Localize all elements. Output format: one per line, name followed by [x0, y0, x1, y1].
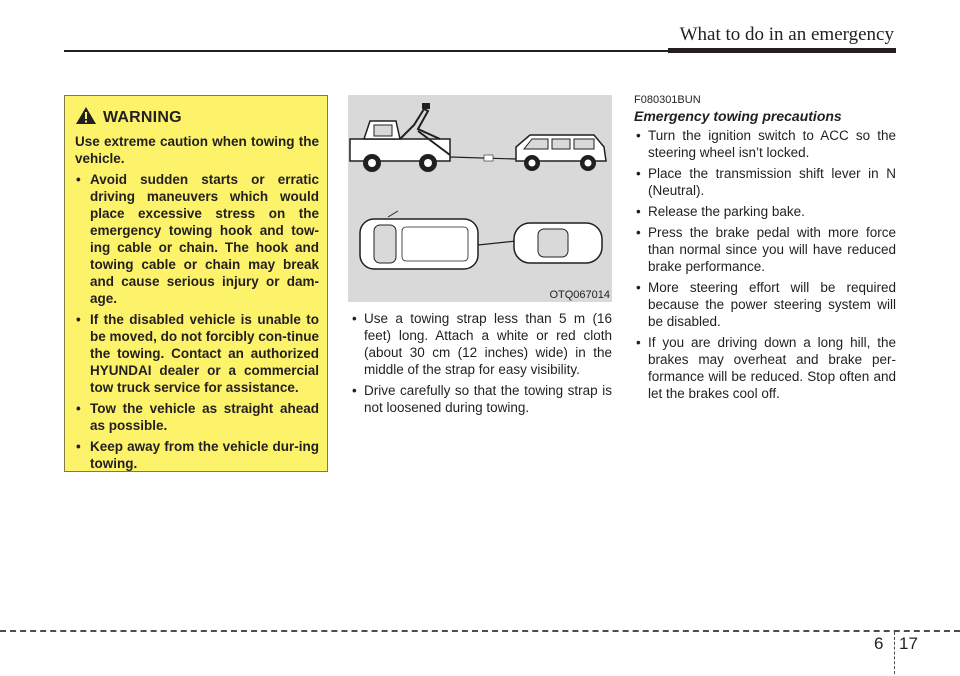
towed-van-side-view [516, 135, 606, 171]
warning-intro: Use extreme caution when towing the vehicle. [75, 134, 319, 166]
instruction-item: • Use a towing strap less than 5 m (16 feet) long. Attach a white or red cloth (about 30 cm (12 inches) wide) in the middle of the strap for easy visibility. [350, 310, 612, 378]
warning-item: • If the disabled vehicle is unable to be moved, do not forcibly con-tinue the towing. Contact an authorized HYUNDAI dealer or a commercial tow truck service for assistance. [75, 311, 319, 396]
car-top-view [514, 223, 602, 263]
header-rule-accent [668, 48, 896, 53]
towing-precautions-list [634, 127, 896, 406]
warning-box [64, 95, 328, 472]
precaution-item: • Release the parking bake. [634, 203, 896, 220]
warning-list [75, 171, 319, 472]
precaution-item: • If you are driving down a long hill, the brakes may overheat and brake per-formance will be reduced. Stop often and let the brakes cool off. [634, 334, 896, 402]
section-code: F080301BUN [634, 94, 701, 106]
precaution-item: • Place the transmission shift lever in N (Neutral). [634, 165, 896, 199]
footer-rule [0, 630, 960, 632]
precaution-item: • Turn the ignition switch to ACC so the steering wheel isn’t locked. [634, 127, 896, 161]
van-top-view [360, 211, 478, 269]
figure-code: OTQ067014 [549, 289, 610, 301]
warning-triangle-icon [75, 106, 97, 130]
tow-truck-side-view [350, 103, 450, 172]
page-number: 17 [899, 634, 918, 653]
warning-header [75, 106, 319, 130]
warning-item: • Avoid sudden starts or erratic driving maneuvers which would place excessive stress on the emergency towing hook and tow-ing cable or chain. The hook and towing cable or chain may break and cause serious injury or dam-age. [75, 171, 319, 307]
instruction-item: • Drive carefully so that the towing strap is not loosened during towing. [350, 382, 612, 416]
precaution-item: • Press the brake pedal with more force than normal since you will have reduced brake performance. [634, 224, 896, 275]
page-number-divider [894, 632, 895, 674]
warning-item: • Keep away from the vehicle dur-ing towing. [75, 438, 319, 472]
warning-title: WARNING [103, 109, 182, 126]
towing-diagram [348, 95, 612, 302]
towing-strap-instructions [350, 310, 612, 420]
warning-item: • Tow the vehicle as straight ahead as possible. [75, 400, 319, 434]
precaution-item: • More steering effort will be required because the power steering system will be disabled. [634, 279, 896, 330]
chapter-title: What to do in an emergency [679, 24, 894, 45]
section-title: Emergency towing precautions [634, 108, 842, 124]
towing-illustration [348, 95, 612, 302]
chapter-number: 6 [874, 634, 884, 653]
